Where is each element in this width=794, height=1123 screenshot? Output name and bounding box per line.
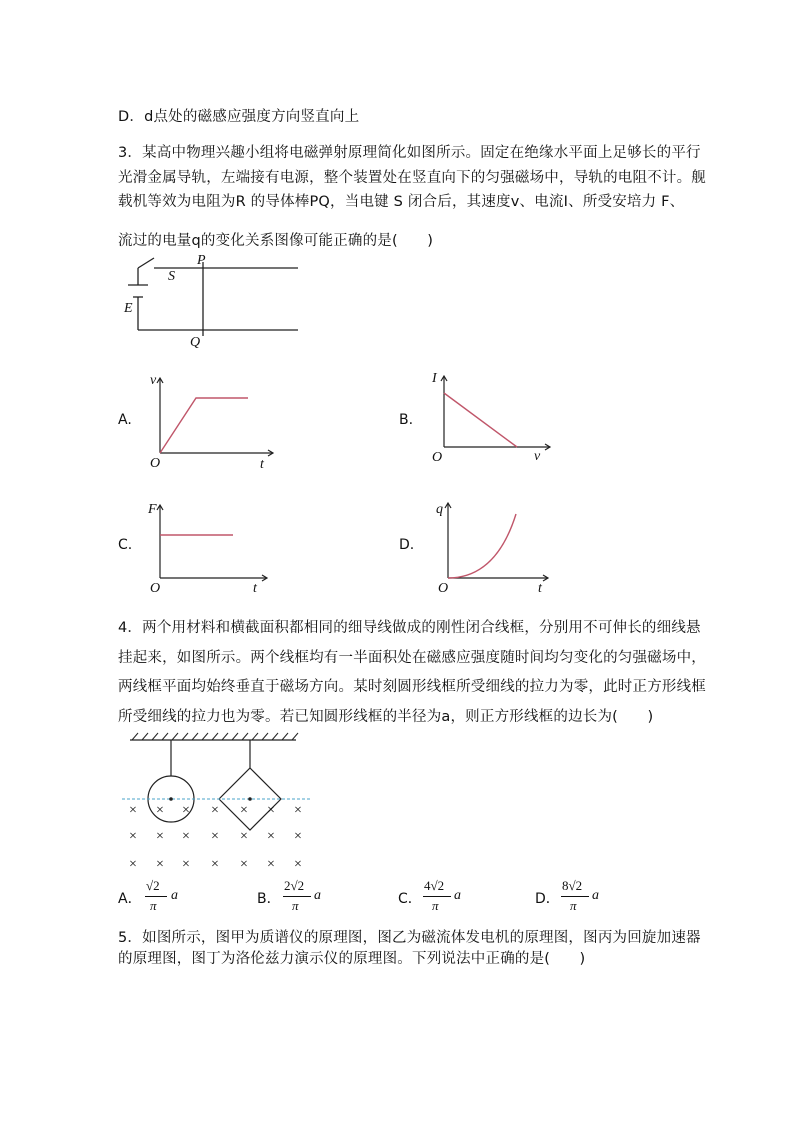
graph-b-line	[444, 393, 517, 447]
field-x: ×	[182, 829, 190, 844]
graph-a-y-label: v	[150, 373, 157, 388]
graph-a-curve	[160, 398, 248, 453]
q4-line-2: 挂起来，如图所示。两个线框均有一半面积处在磁感应强度随时间均匀变化的匀强磁场中，	[118, 650, 706, 666]
q4-answer-a-num: √2	[146, 878, 160, 893]
q4-answer-c-letter: C．	[398, 891, 422, 907]
graph-d-y-label: q	[436, 502, 443, 517]
q3-graph-a	[148, 370, 288, 470]
q4-answer-a-den: π	[150, 898, 157, 913]
q4-answer-c-den: π	[432, 898, 439, 913]
q4-answer-b-num: 2√2	[284, 878, 305, 893]
field-x: ×	[267, 829, 275, 844]
field-x: ×	[182, 803, 190, 818]
field-x: ×	[156, 857, 164, 872]
q4-answer-a-var: a	[171, 888, 178, 903]
fraction-bar	[561, 896, 589, 897]
field-x: ×	[156, 829, 164, 844]
q4-answer-b-den: π	[292, 898, 299, 913]
field-x: ×	[294, 829, 302, 844]
field-x: ×	[211, 803, 219, 818]
q4-line-3: 两线框平面均始终垂直于磁场方向。某时刻圆形线框所受细线的拉力为零，此时正方形线框	[118, 679, 706, 695]
field-x: ×	[211, 857, 219, 872]
q5-line-1: 5．如图所示，图甲为质谱仪的原理图，图乙为磁流体发电机的原理图，图丙为回旋加速器	[118, 930, 701, 946]
q5-line-2: 的原理图，图丁为洛伦兹力演示仪的原理图。下列说法中正确的是( )	[118, 951, 586, 967]
graph-d-origin: O	[438, 581, 449, 596]
graph-b-y-label: I	[432, 371, 437, 386]
circuit-label-q: Q	[190, 335, 201, 350]
q3-option-d-letter: D.	[399, 537, 415, 553]
graph-d-x-label: t	[538, 581, 542, 596]
q3-line-1: 3．某高中物理兴趣小组将电磁弹射原理简化如图所示。固定在绝缘水平面上足够长的平行	[118, 145, 701, 161]
q4-answer-c-num: 4√2	[424, 878, 445, 893]
graph-b-x-label: v	[534, 449, 541, 464]
field-x: ×	[129, 829, 137, 844]
graph-a-origin: O	[150, 456, 161, 471]
q3-circuit-diagram	[118, 250, 318, 350]
q4-answer-b-var: a	[314, 888, 321, 903]
q3-option-a-letter: A.	[118, 412, 132, 428]
circuit-label-e: E	[124, 301, 133, 316]
q4-line-1: 4．两个用材料和横截面积都相同的细导线做成的刚性闭合线框，分别用不可伸长的细线悬	[118, 620, 701, 636]
circuit-label-s: S	[168, 269, 175, 284]
field-x: ×	[129, 803, 137, 818]
graph-b-origin: O	[432, 450, 443, 465]
q3-line-3: 载机等效为电阻为R 的导体棒PQ，当电键 S 闭合后，其速度v、电流I、所受安培力 F、	[118, 194, 685, 210]
q4-frames-diagram	[118, 730, 308, 875]
q4-answer-a-letter: A．	[118, 891, 142, 907]
field-x: ×	[267, 857, 275, 872]
square-center-dot	[248, 797, 252, 801]
field-x: ×	[267, 803, 275, 818]
graph-c-x-label: t	[253, 581, 257, 596]
q4-answer-d-den: π	[570, 898, 577, 913]
circle-center-dot	[169, 797, 173, 801]
q4-answer-d-var: a	[592, 888, 599, 903]
field-x: ×	[240, 857, 248, 872]
q4-answer-d-num: 8√2	[562, 878, 583, 893]
q4-answer-b-letter: B．	[257, 891, 281, 907]
graph-a-x-label: t	[260, 457, 264, 472]
field-x: ×	[240, 803, 248, 818]
q4-answer-c-var: a	[454, 888, 461, 903]
field-x: ×	[240, 829, 248, 844]
field-x: ×	[156, 803, 164, 818]
q4-line-4: 所受细线的拉力也为零。若已知圆形线框的半径为a，则正方形线框的边长为( )	[118, 709, 654, 725]
q3-graph-d	[436, 498, 576, 598]
graph-c-y-label: F	[148, 502, 157, 517]
prev-option-d: D．d点处的磁感应强度方向竖直向上	[118, 109, 360, 125]
q3-option-b-letter: B.	[399, 412, 414, 428]
fraction-bar	[283, 896, 311, 897]
q4-answer-d-letter: D．	[535, 891, 560, 907]
q3-line-2: 光滑金属导轨，左端接有电源，整个装置处在竖直向下的匀强磁场中，导轨的电阻不计。舰	[118, 170, 706, 186]
fraction-bar	[423, 896, 451, 897]
q3-graph-c	[145, 498, 285, 598]
q3-option-c-letter: C.	[118, 537, 133, 553]
graph-c-origin: O	[150, 581, 161, 596]
field-x: ×	[182, 857, 190, 872]
field-x: ×	[211, 829, 219, 844]
field-x: ×	[294, 803, 302, 818]
graph-d-curve	[448, 514, 516, 578]
field-x: ×	[294, 857, 302, 872]
fraction-bar	[145, 896, 167, 897]
q3-line-4: 流过的电量q的变化关系图像可能正确的是( )	[118, 233, 434, 249]
field-x: ×	[129, 857, 137, 872]
q3-graph-b	[432, 366, 572, 466]
circuit-label-p: P	[197, 253, 206, 268]
